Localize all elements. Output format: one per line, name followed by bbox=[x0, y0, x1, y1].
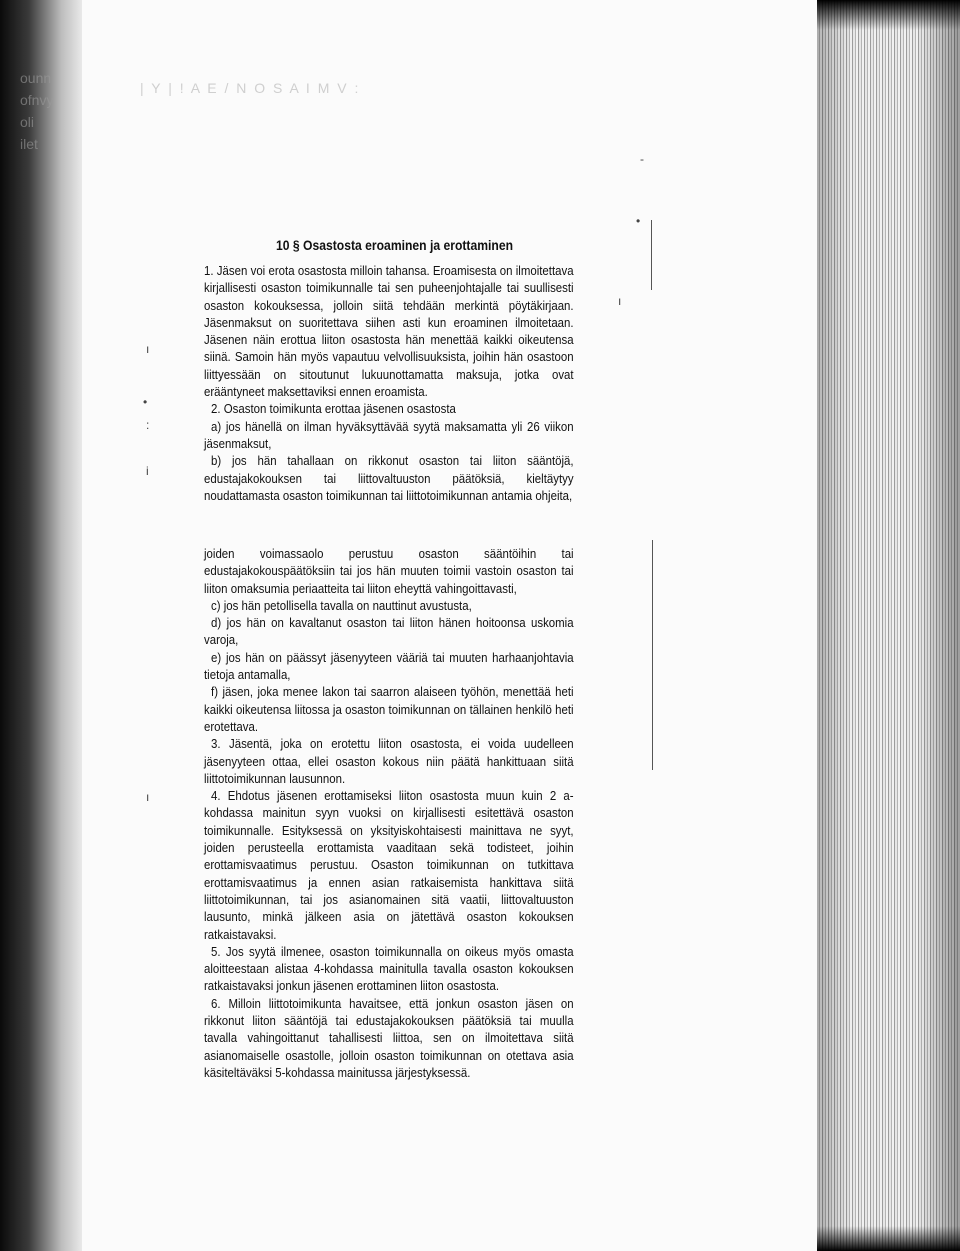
margin-tick: ı bbox=[146, 790, 150, 804]
bleed-through-text: ounn bbox=[20, 70, 52, 86]
paragraph-4: 4. Ehdotus jäsenen erottamiseksi liiton osastosta muun kuin 2 a-kohdassa mainitun syyn vuoksi on kirjallisesti esitettävä osaston toimikunnalle. Esityksessä on yksityiskohtaisesti mainittava ne syyt, joiden perusteella erottamista vaaditaan sekä todisteet, joihin erottamisvaatimus perustuu. Osaston toimikunnan on tutkittava erottamisvaatimus ja ennen asian ratkaisemista hankittava siitä liittotoimikunnan, tai jos asianomainen sitä vaatii, liittovaltuuston lausunto, minkä jälkeen asia on jätettävä osaston kokouksen ratkaistavaksi. bbox=[204, 788, 574, 942]
margin-dot: • bbox=[143, 395, 148, 409]
item-a: a) jos hänellä on ilman hyväksyttävää syytä maksamatta yli 26 viikon jäsenmaksut, bbox=[204, 418, 574, 451]
margin-line bbox=[651, 220, 652, 290]
page-stack-edges bbox=[817, 0, 960, 1251]
bleed-through-text: ilet bbox=[20, 136, 38, 152]
margin-dash: - bbox=[640, 152, 644, 166]
margin-tick: i bbox=[146, 464, 149, 478]
paragraph-2: 2. Osaston toimikunta erottaa jäsenen osastosta bbox=[211, 401, 456, 417]
item-c: c) jos hän petollisella tavalla on nauttinut avustusta, bbox=[211, 597, 472, 613]
paragraph-3: 3. Jäsentä, joka on erotettu liiton osastosta, ei voida uudelleen jäsenyyteen ottaa, ellei osaston kokous niin päätä hankittuaan siitä liittotoimikunnan lausunnon. bbox=[204, 736, 574, 786]
margin-tick: : bbox=[146, 418, 150, 432]
paragraph-1: 1. Jäsen voi erota osastosta milloin tahansa. Eroamisesta on ilmoitettava kirjallisesti osaston toimikunnalle tai sen puheenjohtajalle tai suullisesti osaston kokouksessa, jolloin siitä tehdään merkintä pöytäkirjaan. Jäsenmaksut on suoritettava siihen asti kun eroaminen ilmoitetaan. Jäsenen näin erottua liiton osastosta hän menettää kaikki oikeutensa siinä. Samoin hän myös vapautuu velvollisuuksista, joihin hän osastoon liittyessään on sitoutunut lukuunottamatta maksuja, jotka ovat erääntyneet maksettaviksi ennen eroamista. bbox=[204, 263, 574, 400]
paragraph-6: 6. Milloin liittotoimikunta havaitsee, että jonkun osaston jäsen on rikkonut liiton sääntöjä tai edustajakokouksen päätöksiä tai muulla tavalla vahingoittanut tahallisesti liittoa, sen on ilmoitettava siitä asianomaiselle osastolle, jolloin osaston toimikunnan on otettava asia käsiteltäväksi 5-kohdassa mainitussa järjestyksessä. bbox=[204, 995, 574, 1080]
item-b: b) jos hän tahallaan on rikkonut osaston tai liiton sääntöjä, edustajakokouksen tai liittovaltuuston päätöksiä, kieltäytyy noudattamasta osaston toimikunnan tai liittotoimikunnan antamia ohjeita, bbox=[204, 453, 574, 503]
item-f: f) jäsen, joka menee lakon tai saarron alaiseen työhön, menettää heti kaikki oikeutensa liitossa ja osaston toimikunnan on tällainen henkilö heti erotettava. bbox=[204, 684, 574, 734]
item-b-continued: joiden voimassaolo perustuu osaston sääntöihin tai edustajakokouspäätöksiin tai jos hän muuten toimii vastoin osaston tai liiton omaksumia periaatteita tai liiton eheyttä vahingoittavasti, bbox=[204, 546, 574, 596]
bleed-through-text: ofnvy bbox=[20, 92, 54, 108]
bleed-through-text: oli bbox=[20, 114, 35, 130]
margin-dot: • bbox=[636, 214, 641, 228]
paragraph-5: 5. Jos syytä ilmenee, osaston toimikunnalla on oikeus myös omasta aloitteestaan alistaa 4-kohdassa mainitulla tavalla osaston kokouksen ratkaistavaksi jonkun jäsenen erottaminen liiton osastosta. bbox=[204, 943, 574, 994]
adjacent-page-edge bbox=[0, 0, 82, 1251]
item-d: d) jos hän on kavaltanut osaston tai liiton hänen hoitoonsa uskomia varoja, bbox=[204, 615, 574, 648]
section-heading: 10 § Osastosta eroaminen ja erottaminen bbox=[276, 238, 514, 253]
section-text-part-2 bbox=[204, 545, 574, 1081]
margin-tick: ı bbox=[618, 294, 622, 308]
section-text-part-1 bbox=[204, 262, 574, 504]
item-e: e) jos hän on päässyt jäsenyyteen vääriä tai muuten harhaanjohtavia tietoja antamalla, bbox=[204, 649, 574, 683]
margin-line bbox=[652, 540, 653, 770]
faint-show-through-header: | Y | ! A E / N O S A I M V : bbox=[140, 80, 361, 96]
margin-tick: ı bbox=[146, 342, 150, 356]
